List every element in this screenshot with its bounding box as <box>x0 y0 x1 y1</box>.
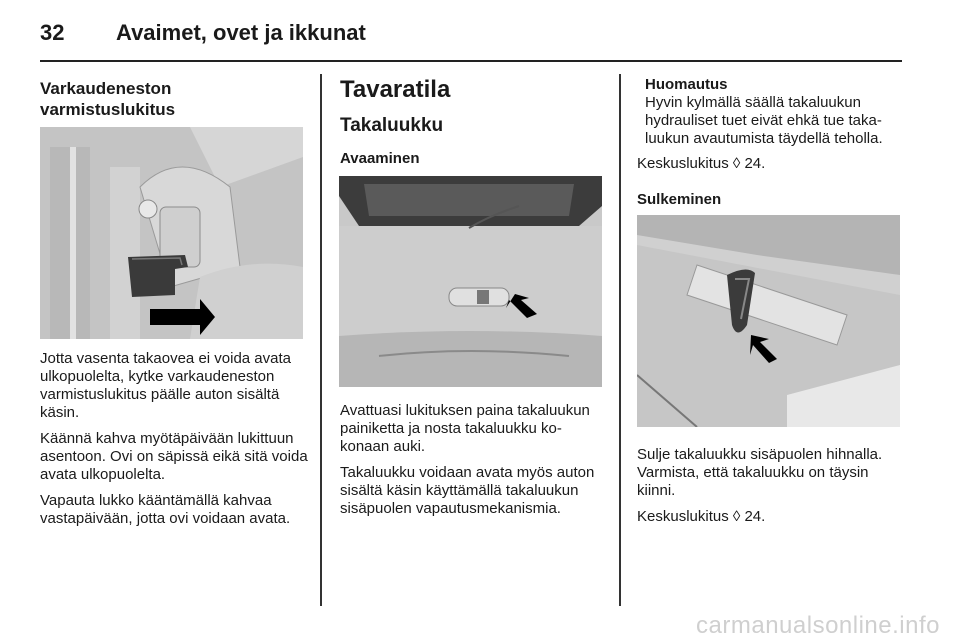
paragraph: Vapauta lukko kääntämällä kahvaa vastapäivään, jotta ovi voidaan avata. <box>40 492 291 527</box>
header-rule <box>40 60 902 62</box>
column-divider-left <box>320 74 322 606</box>
page-number: 32 <box>40 20 65 45</box>
column-divider-right <box>619 74 621 606</box>
tailgate-strap-illustration <box>637 215 900 427</box>
page-title: Avaimet, ovet ja ikkunat <box>116 20 366 45</box>
col2-body <box>340 402 604 526</box>
note-text: Hyvin kylmällä säällä takaluukun hydrauliset tuet eivät ehkä tue takaluukun avautumista täydellä teholla. <box>645 94 883 147</box>
watermark: carmanualsonline.info <box>696 612 940 639</box>
note-box <box>645 76 903 148</box>
heading-line-2: varmistuslukitus <box>40 100 176 119</box>
subheading-avaaminen: Avaaminen <box>340 150 420 167</box>
heading-line-1: Varkaudeneston <box>40 79 172 98</box>
paragraph: Käännä kahva myötäpäivään lukittuun asentoon. Ovi on säpissä eikä sitä voida avata ulkopuolelta. <box>40 430 308 483</box>
tailgate-button-illustration <box>339 176 602 387</box>
central-lock-ref-1: Keskuslukitus ◊ 24. <box>637 155 766 172</box>
central-lock-ref-2: Keskuslukitus ◊ 24. <box>637 508 766 525</box>
subheading-sulkeminen: Sulkeminen <box>637 191 722 208</box>
paragraph: Jotta vasenta takaovea ei voida avata ulkopuolelta, kytke varkaudeneston varmistuslukitus päälle auton sisältä käsin. <box>40 350 292 421</box>
section-heading-tavaratila: Tavaratila <box>340 76 451 103</box>
col3-body <box>637 446 901 534</box>
rear-door-lock-illustration <box>40 127 303 339</box>
paragraph: Avattuasi lukituksen paina takaluukun painiketta ja nosta takaluukku kokonaan auki. <box>340 402 590 455</box>
paragraph: Takaluukku voidaan avata myös auton sisältä käsin käyttämällä takaluukun sisäpuolen vapautusmekanismia. <box>340 464 595 517</box>
paragraph: Sulje takaluukku sisäpuolen hihnalla. Varmista, että takaluukku on täysin kiinni. <box>637 446 883 499</box>
subheading-takaluukku: Takaluukku <box>340 115 444 136</box>
note-title: Huomautus <box>645 76 728 93</box>
col1-body <box>40 350 310 536</box>
section-heading-anti-theft <box>40 78 310 120</box>
